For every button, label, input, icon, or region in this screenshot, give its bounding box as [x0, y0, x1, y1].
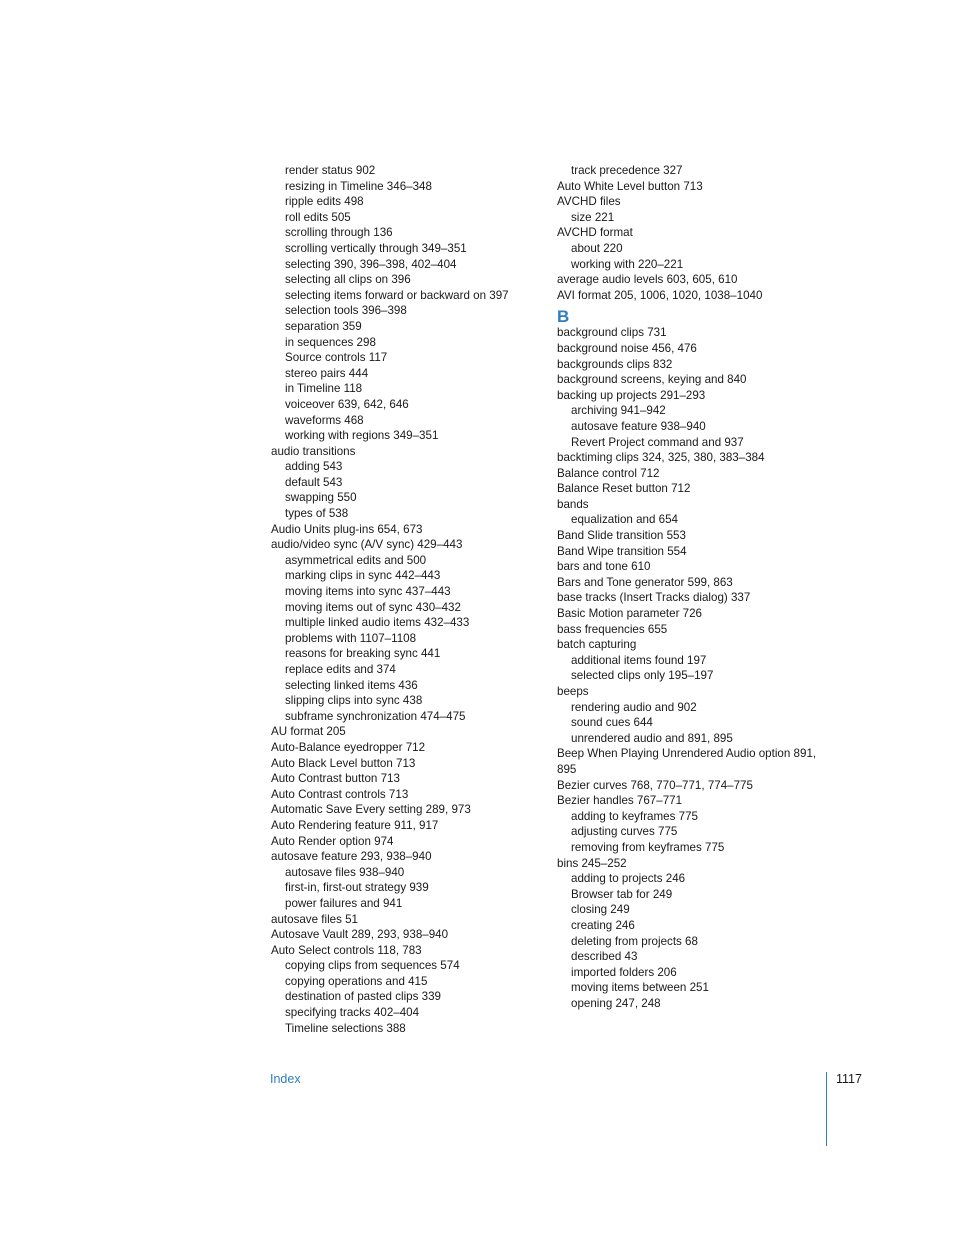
index-entry: background clips 731	[557, 326, 667, 340]
index-subentry: opening 247, 248	[571, 996, 661, 1010]
index-entry: background noise 456, 476	[557, 341, 697, 355]
index-column-right	[557, 163, 832, 1011]
index-entry: bins 245–252	[557, 856, 627, 870]
index-subentry: Revert Project command and 937	[571, 435, 744, 449]
index-entry: bass frequencies 655	[557, 622, 668, 636]
index-subentry: asymmetrical edits and 500	[285, 553, 427, 567]
index-subentry: replace edits and 374	[285, 663, 396, 676]
index-entry: Band Wipe transition 554	[557, 544, 687, 558]
index-entry: Bezier handles 767–771	[557, 794, 683, 808]
index-subentry: scrolling through 136	[285, 226, 393, 240]
index-subentry: autosave feature 938–940	[571, 419, 706, 433]
index-subentry: selecting linked items 436	[285, 678, 418, 692]
index-subentry: equalization and 654	[571, 513, 679, 527]
index-subentry: adding to keyframes 775	[571, 809, 698, 823]
index-entry: Beep When Playing Unrendered Audio option 891, 895	[557, 747, 817, 776]
index-subentry: render status 902	[285, 164, 376, 177]
index-subentry: resizing in Timeline 346–348	[285, 179, 432, 193]
index-subentry: closing 249	[571, 903, 630, 917]
index-entry: AVCHD files	[557, 195, 621, 209]
index-entry: backgrounds clips 832	[557, 357, 673, 371]
index-entry: audio/video sync (A/V sync) 429–443	[271, 538, 463, 552]
index-subentry: copying operations and 415	[285, 974, 428, 988]
index-subentry: in sequences 298	[285, 335, 376, 349]
index-entry: base tracks (Insert Tracks dialog) 337	[557, 591, 751, 605]
index-entry: Basic Motion parameter 726	[557, 607, 702, 621]
index-entry: beeps	[557, 685, 589, 698]
index-entry: Autosave Vault 289, 293, 938–940	[271, 928, 449, 942]
index-entry: Auto Rendering feature 911, 917	[271, 818, 439, 832]
footer-section-label: Index	[270, 1072, 301, 1086]
page-number: 1117	[836, 1072, 862, 1086]
index-subentry: power failures and 941	[285, 896, 403, 910]
index-entry: Auto Contrast button 713	[271, 772, 400, 786]
index-subentry: selecting items forward or backward on 397	[285, 288, 509, 302]
index-subentry: selection tools 396–398	[285, 304, 407, 318]
index-subentry: imported folders 206	[571, 965, 677, 979]
index-entry: bars and tone 610	[557, 560, 651, 574]
index-subentry: about 220	[571, 241, 623, 255]
index-entry: Audio Units plug-ins 654, 673	[271, 522, 423, 536]
index-entry: AVI format 205, 1006, 1020, 1038–1040	[557, 288, 763, 302]
index-entry: Auto-Balance eyedropper 712	[271, 740, 426, 754]
index-subentry: subframe synchronization 474–475	[285, 709, 466, 723]
index-entry: average audio levels 603, 605, 610	[557, 273, 738, 287]
index-subentry: roll edits 505	[285, 210, 351, 224]
index-entry: audio transitions	[271, 444, 356, 458]
index-subentry: autosave files 938–940	[285, 865, 405, 879]
index-subentry: Source controls 117	[285, 351, 388, 365]
index-subentry: slipping clips into sync 438	[285, 694, 423, 708]
index-subentry: in Timeline 118	[285, 382, 363, 396]
index-entry: Auto Black Level button 713	[271, 756, 416, 770]
index-entry: Auto Render option 974	[271, 834, 394, 848]
footer-divider	[826, 1072, 827, 1146]
index-subentry: track precedence 327	[571, 164, 683, 177]
index-entry: Auto White Level button 713	[557, 179, 703, 193]
index-subentry: selecting 390, 396–398, 402–404	[285, 257, 457, 271]
index-column-left	[271, 163, 546, 1036]
index-subentry: Timeline selections 388	[285, 1021, 406, 1035]
index-subentry: types of 538	[285, 507, 349, 521]
index-subentry: sound cues 644	[571, 716, 653, 730]
index-entry: background screens, keying and 840	[557, 373, 747, 387]
index-subentry: ripple edits 498	[285, 195, 364, 209]
index-subentry: default 543	[285, 475, 343, 489]
index-subentry: swapping 550	[285, 491, 357, 505]
index-entry: backtiming clips 324, 325, 380, 383–384	[557, 451, 765, 465]
index-entry: bands	[557, 497, 589, 511]
index-subentry: stereo pairs 444	[285, 366, 369, 380]
index-subentry: specifying tracks 402–404	[285, 1006, 420, 1020]
index-entry: Band Slide transition 553	[557, 529, 686, 543]
index-subentry: moving items between 251	[571, 981, 709, 995]
index-subentry: problems with 1107–1108	[285, 631, 417, 645]
index-entry: Automatic Save Every setting 289, 973	[271, 803, 471, 817]
index-entry: Auto Contrast controls 713	[271, 787, 409, 801]
index-subentry: creating 246	[571, 918, 635, 932]
index-subentry: destination of pasted clips 339	[285, 990, 441, 1004]
index-subentry: first-in, first-out strategy 939	[285, 881, 429, 895]
index-subentry: archiving 941–942	[571, 404, 666, 418]
index-subentry: working with 220–221	[571, 257, 684, 271]
index-entry: Balance control 712	[557, 466, 660, 480]
index-subentry: reasons for breaking sync 441	[285, 647, 441, 661]
index-subentry: described 43	[571, 950, 638, 964]
index-entry: batch capturing	[557, 638, 637, 652]
index-subentry: copying clips from sequences 574	[285, 959, 460, 973]
index-subentry: adding 543	[285, 460, 343, 474]
index-subentry: adding to projects 246	[571, 872, 686, 886]
index-subentry: Browser tab for 249	[571, 887, 673, 901]
index-entry: autosave feature 293, 938–940	[271, 850, 432, 864]
index-subentry: deleting from projects 68	[571, 934, 698, 948]
index-subentry: removing from keyframes 775	[571, 840, 725, 854]
index-entry: Balance Reset button 712	[557, 482, 691, 496]
index-subentry: marking clips in sync 442–443	[285, 569, 441, 583]
index-subentry: moving items out of sync 430–432	[285, 600, 461, 614]
index-entry: autosave files 51	[271, 912, 359, 926]
index-entry: AU format 205	[271, 725, 346, 739]
index-subentry: moving items into sync 437–443	[285, 585, 451, 599]
index-subentry: unrendered audio and 891, 895	[571, 731, 733, 745]
index-subentry: voiceover 639, 642, 646	[285, 397, 409, 411]
index-entry: Auto Select controls 118, 783	[271, 943, 422, 957]
index-subentry: selecting all clips on 396	[285, 273, 411, 287]
index-entry: backing up projects 291–293	[557, 388, 706, 402]
index-subentry: selected clips only 195–197	[571, 669, 714, 683]
index-subentry: scrolling vertically through 349–351	[285, 241, 467, 255]
index-letter-heading: B	[557, 307, 570, 327]
index-subentry: size 221	[571, 210, 615, 224]
index-subentry: working with regions 349–351	[285, 429, 439, 443]
index-entry: Bezier curves 768, 770–771, 774–775	[557, 778, 753, 792]
index-entry: AVCHD format	[557, 226, 633, 240]
index-subentry: separation 359	[285, 319, 362, 333]
index-subentry: waveforms 468	[285, 413, 364, 427]
index-subentry: adjusting curves 775	[571, 825, 678, 839]
index-subentry: rendering audio and 902	[571, 700, 697, 714]
index-subentry: multiple linked audio items 432–433	[285, 616, 470, 630]
index-subentry: additional items found 197	[571, 653, 707, 667]
index-entry: Bars and Tone generator 599, 863	[557, 575, 733, 589]
